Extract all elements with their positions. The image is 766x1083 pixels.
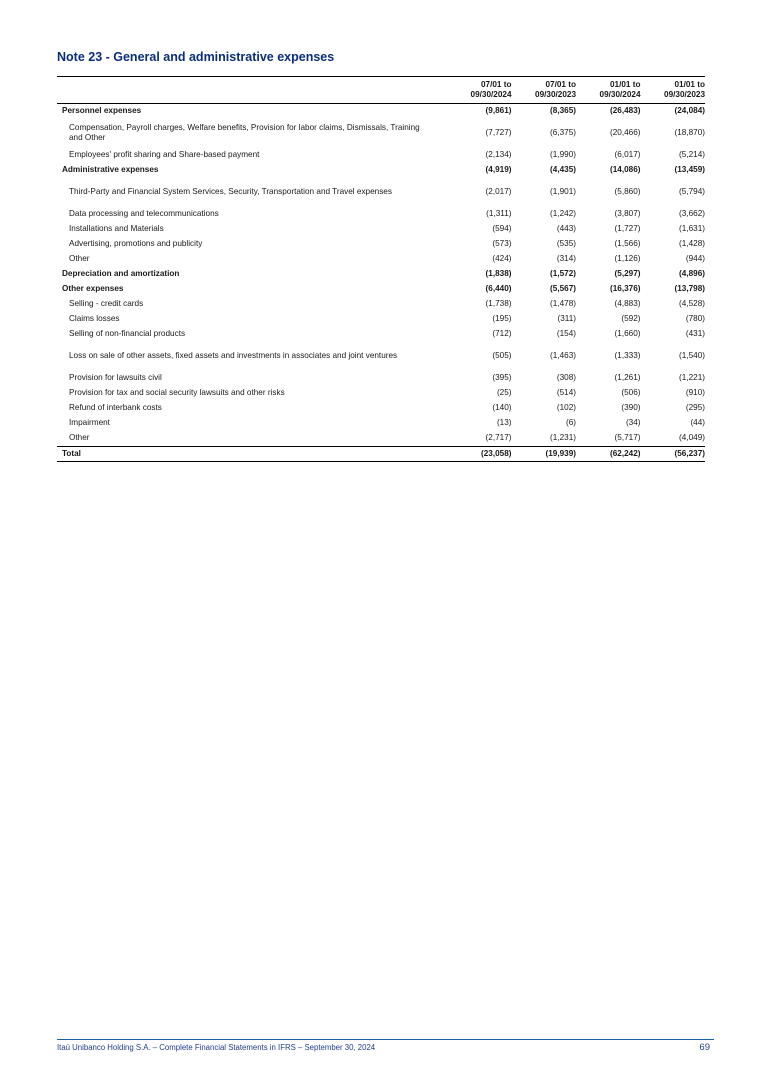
table-row: Administrative expenses (4,919) (4,435) (14,086) (13,459): [62, 165, 705, 175]
column-header: 01/01 to 09/30/2024: [599, 80, 641, 99]
total-row: Total (23,058) (19,939) (62,242) (56,237): [57, 446, 705, 461]
table-row: Claims losses (195) (311) (592) (780): [69, 314, 705, 324]
table-header-row: [57, 77, 705, 104]
column-header: 07/01 to 09/30/2023: [535, 80, 576, 99]
table-row: Other (2,717) (1,231) (5,717) (4,049): [69, 433, 705, 443]
page-number: 69: [699, 1042, 710, 1053]
footer-divider: [57, 1039, 714, 1040]
table-row: Other expenses (6,440) (5,567) (16,376) (13,798): [62, 284, 705, 294]
table-row: Impairment (13) (6) (34) (44): [69, 418, 705, 428]
table-row: Employees' profit sharing and Share-based payment (2,134) (1,990) (6,017) (5,214): [69, 150, 705, 160]
table-row: Installations and Materials (594) (443) (1,727) (1,631): [69, 224, 705, 234]
table-row: Provision for lawsuits civil (395) (308) (1,261) (1,221): [69, 373, 705, 383]
table-row: Compensation, Payroll charges, Welfare benefits, Provision for labor claims, Dismissals, Training and Other (7,727) (6,375) (20,466) (18,870): [69, 123, 705, 143]
page-title: Note 23 - General and administrative expenses: [57, 50, 335, 64]
footer-text: Itaú Unibanco Holding S.A. – Complete Financial Statements in IFRS – September 30, 2024: [57, 1043, 376, 1052]
column-header: 01/01 to 09/30/2023: [664, 80, 705, 99]
table-row: Selling - credit cards (1,738) (1,478) (4,883) (4,528): [69, 299, 705, 309]
table-row: Depreciation and amortization (1,838) (1,572) (5,297) (4,896): [62, 269, 705, 279]
table-row: Loss on sale of other assets, fixed assets and investments in associates and joint ventures (505) (1,463) (1,333) (1,540): [69, 351, 705, 361]
table-row: Other (424) (314) (1,126) (944): [69, 254, 705, 264]
expenses-table: [57, 76, 705, 462]
table-row: Data processing and telecommunications (1,311) (1,242) (3,807) (3,662): [69, 209, 705, 219]
table-row: Advertising, promotions and publicity (573) (535) (1,566) (1,428): [69, 239, 705, 249]
table-row: Personnel expenses (9,861) (8,365) (26,483) (24,084): [62, 106, 705, 116]
table-row: Refund of interbank costs (140) (102) (390) (295): [69, 403, 705, 413]
column-header: 07/01 to 09/30/2024: [470, 80, 512, 99]
table-row: Provision for tax and social security lawsuits and other risks (25) (514) (506) (910): [69, 388, 705, 398]
header-description: [57, 77, 447, 104]
table-row: Selling of non-financial products (712) (154) (1,660) (431): [69, 329, 705, 339]
table-row: Third-Party and Financial System Services, Security, Transportation and Travel expenses (2,017) (1,901) (5,860) (5,794): [69, 187, 705, 197]
